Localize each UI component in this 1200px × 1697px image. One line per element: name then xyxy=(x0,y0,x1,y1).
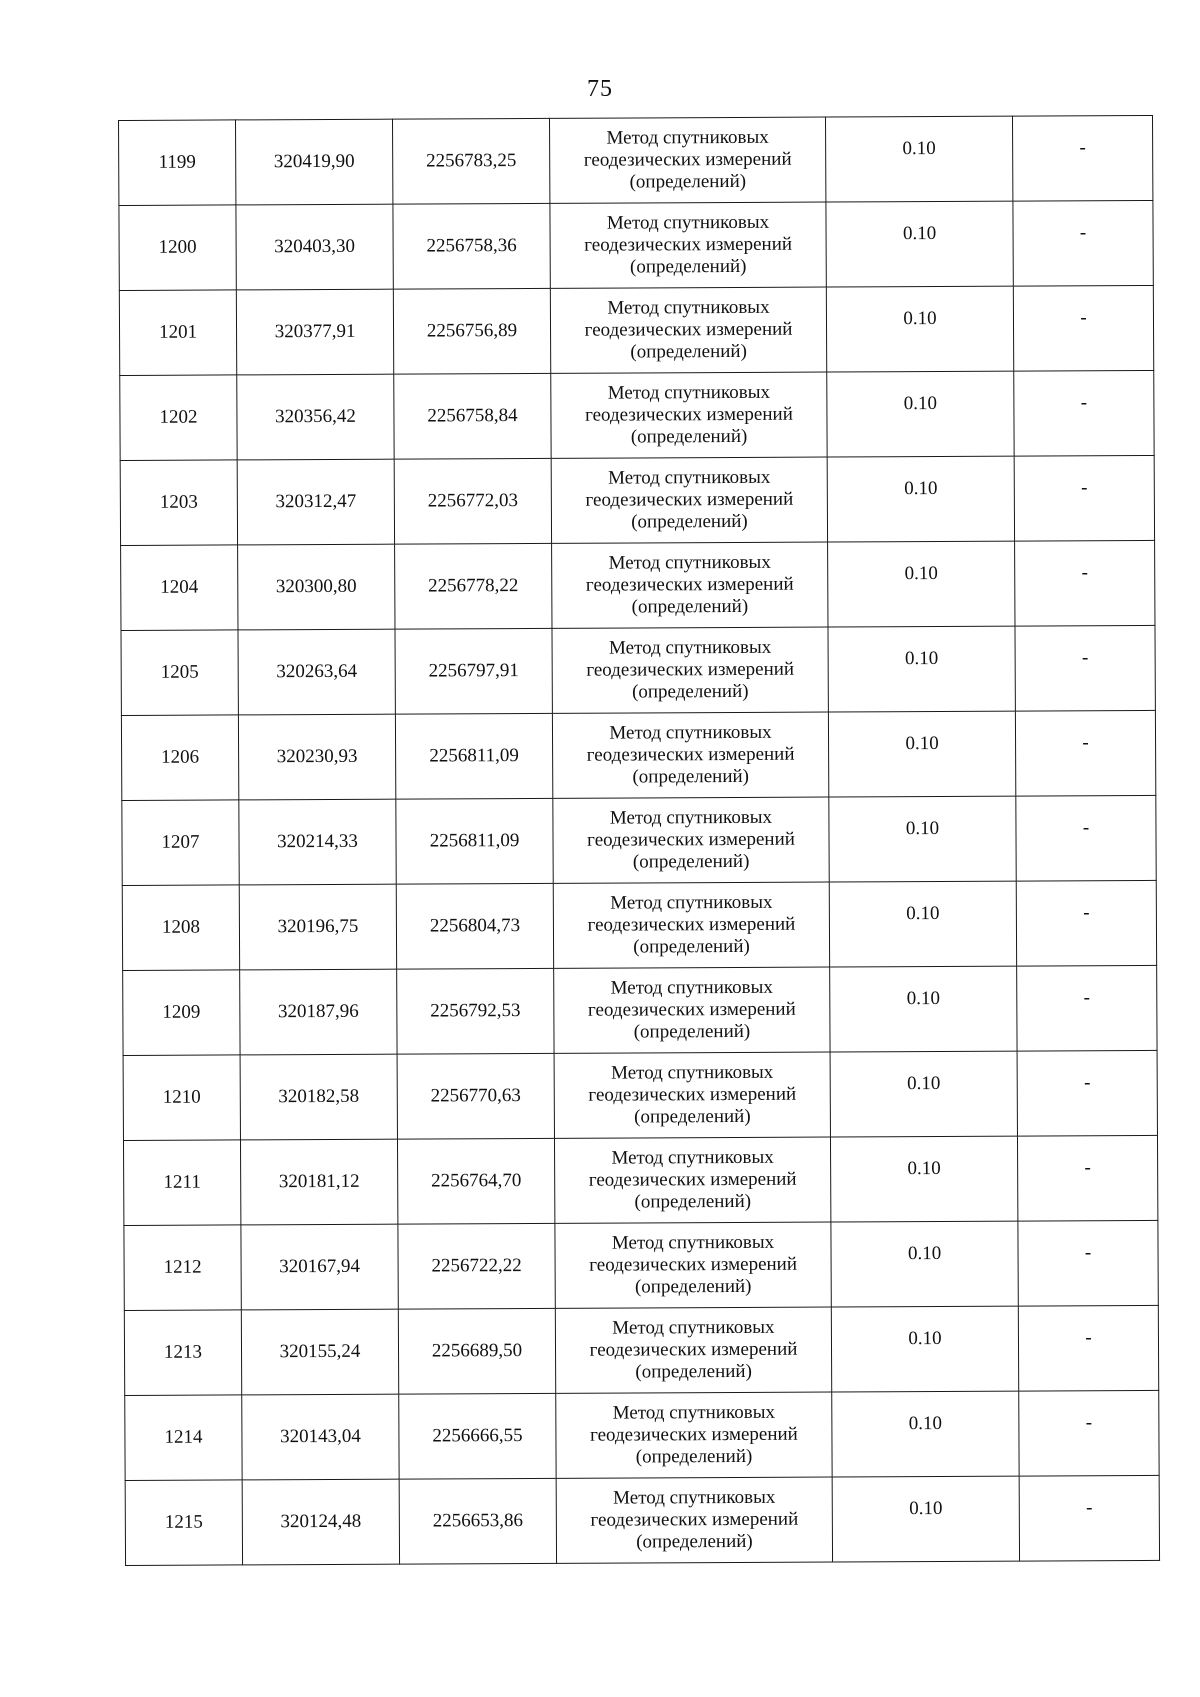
method-text-line: геодезических измерений xyxy=(589,1253,798,1276)
method-text-line: геодезических измерений xyxy=(588,1168,797,1191)
table-row xyxy=(120,455,1154,545)
x-coordinate-cell: 320377,91 xyxy=(236,289,393,375)
note-value: - xyxy=(1083,987,1091,1009)
note-value: - xyxy=(1080,307,1087,329)
point-number-cell: 1212 xyxy=(124,1225,241,1311)
accuracy-cell xyxy=(827,456,1014,542)
y-coordinate-cell: 2256783,25 xyxy=(392,118,549,204)
method-cell xyxy=(555,1222,831,1308)
x-coordinate-cell: 320155,24 xyxy=(241,1309,398,1395)
note-cell xyxy=(1014,455,1154,541)
table-row xyxy=(124,1220,1158,1310)
table-row xyxy=(125,1390,1159,1480)
note-value: - xyxy=(1080,392,1088,414)
note-cell xyxy=(1015,710,1155,796)
point-number-cell: 1213 xyxy=(124,1310,241,1396)
method-cell xyxy=(556,1392,832,1478)
table-row xyxy=(122,795,1156,885)
table-row xyxy=(123,1135,1157,1225)
method-text-line: Метод спутниковых xyxy=(607,296,770,319)
point-number-cell: 1215 xyxy=(125,1480,242,1566)
method-text-line: (определений) xyxy=(631,510,748,533)
note-value: - xyxy=(1081,562,1088,584)
method-text-line: геодезических измерений xyxy=(587,998,796,1021)
table-row xyxy=(121,540,1155,630)
note-value: - xyxy=(1084,1242,1092,1264)
table-row xyxy=(124,1305,1158,1395)
method-text-line: (определений) xyxy=(634,1275,752,1298)
x-coordinate-cell: 320356,42 xyxy=(237,374,394,460)
method-text-line: Метод спутниковых xyxy=(610,891,773,914)
x-coordinate-cell: 320214,33 xyxy=(239,799,396,885)
method-text-line: геодезических измерений xyxy=(588,1083,797,1106)
accuracy-value: 0.10 xyxy=(909,1497,943,1520)
method-text-line: (определений) xyxy=(631,680,749,703)
accuracy-cell xyxy=(825,116,1012,202)
page-number: 75 xyxy=(587,76,613,102)
method-text-line: (определений) xyxy=(636,1530,753,1553)
accuracy-cell xyxy=(831,1306,1018,1392)
method-cell xyxy=(554,1052,830,1138)
accuracy-value: 0.10 xyxy=(904,562,938,585)
method-cell xyxy=(549,117,825,203)
point-number-cell: 1201 xyxy=(119,290,236,376)
table-row xyxy=(119,115,1153,205)
note-cell xyxy=(1013,285,1153,371)
method-cell xyxy=(550,202,826,288)
accuracy-value: 0.10 xyxy=(906,987,940,1010)
accuracy-cell xyxy=(828,711,1015,797)
method-text-line: Метод спутниковых xyxy=(606,211,770,234)
method-cell xyxy=(554,1137,830,1223)
y-coordinate-cell: 2256722,22 xyxy=(398,1223,555,1309)
note-cell xyxy=(1019,1390,1159,1476)
y-coordinate-cell: 2256689,50 xyxy=(398,1308,555,1394)
note-cell xyxy=(1019,1475,1159,1561)
accuracy-value: 0.10 xyxy=(903,393,938,415)
accuracy-cell xyxy=(828,541,1015,627)
method-text-line: Метод спутниковых xyxy=(606,126,769,149)
accuracy-value: 0.10 xyxy=(902,223,937,245)
y-coordinate-cell: 2256778,22 xyxy=(395,543,552,629)
table-row xyxy=(123,1050,1157,1140)
x-coordinate-cell: 320124,48 xyxy=(242,1479,399,1565)
accuracy-value: 0.10 xyxy=(907,1072,941,1095)
point-number-cell: 1210 xyxy=(123,1055,240,1141)
method-text-line: (определений) xyxy=(633,1020,751,1043)
method-text-line: геодезических измерений xyxy=(586,743,795,766)
note-value: - xyxy=(1084,1157,1091,1179)
note-value: - xyxy=(1083,1072,1091,1094)
y-coordinate-cell: 2256758,36 xyxy=(393,203,550,289)
note-cell xyxy=(1018,1305,1158,1391)
note-value: - xyxy=(1086,1497,1093,1519)
method-cell xyxy=(550,287,826,373)
point-number-cell: 1205 xyxy=(121,630,238,716)
method-text-line: (определений) xyxy=(635,1445,753,1468)
point-number-cell: 1214 xyxy=(125,1395,242,1481)
accuracy-cell xyxy=(827,371,1014,457)
table-row xyxy=(121,625,1155,715)
note-value: - xyxy=(1082,817,1090,839)
method-text-line: геодезических измерений xyxy=(584,318,793,341)
x-coordinate-cell: 320419,90 xyxy=(236,119,393,205)
note-value: - xyxy=(1083,902,1090,924)
point-number-cell: 1200 xyxy=(119,205,236,291)
method-text-line: геодезических измерений xyxy=(583,148,792,171)
point-number-cell: 1203 xyxy=(120,460,237,546)
y-coordinate-cell: 2256804,73 xyxy=(396,883,553,969)
note-cell xyxy=(1013,200,1153,286)
method-text-line: геодезических измерений xyxy=(590,1508,799,1531)
accuracy-value: 0.10 xyxy=(904,478,938,500)
accuracy-cell xyxy=(832,1391,1019,1477)
note-cell xyxy=(1012,115,1152,201)
accuracy-value: 0.10 xyxy=(903,308,937,330)
note-cell xyxy=(1017,965,1157,1051)
method-text-line: геодезических измерений xyxy=(584,233,793,256)
x-coordinate-cell: 320230,93 xyxy=(238,714,395,800)
y-coordinate-cell: 2256792,53 xyxy=(397,968,554,1054)
method-text-line: геодезических измерений xyxy=(587,828,795,851)
method-text-line: (определений) xyxy=(632,765,750,788)
y-coordinate-cell: 2256797,91 xyxy=(395,628,552,714)
method-cell xyxy=(555,1307,831,1393)
point-number-cell: 1209 xyxy=(123,970,240,1056)
accuracy-cell xyxy=(830,966,1017,1052)
method-text-line: (определений) xyxy=(630,340,747,363)
x-coordinate-cell: 320181,12 xyxy=(240,1139,397,1225)
method-text-line: геодезических измерений xyxy=(589,1338,798,1361)
method-text-line: (определений) xyxy=(634,1190,752,1213)
method-text-line: (определений) xyxy=(635,1360,752,1383)
accuracy-value: 0.10 xyxy=(905,817,940,840)
y-coordinate-cell: 2256772,03 xyxy=(394,458,551,544)
table-row xyxy=(119,200,1153,290)
y-coordinate-cell: 2256770,63 xyxy=(397,1053,554,1139)
y-coordinate-cell: 2256653,86 xyxy=(399,1478,556,1564)
accuracy-cell xyxy=(829,881,1016,967)
table-row xyxy=(121,710,1155,800)
accuracy-value: 0.10 xyxy=(907,1242,942,1265)
method-text-line: Метод спутниковых xyxy=(609,806,773,829)
accuracy-cell xyxy=(830,1051,1017,1137)
method-cell xyxy=(553,882,829,968)
accuracy-cell xyxy=(826,286,1013,372)
x-coordinate-cell: 320143,04 xyxy=(242,1394,399,1480)
method-text-line: Метод спутниковых xyxy=(613,1486,776,1509)
accuracy-cell xyxy=(826,201,1013,287)
note-value: - xyxy=(1082,732,1089,754)
accuracy-value: 0.10 xyxy=(905,732,939,755)
method-text-line: (определений) xyxy=(633,935,750,958)
method-text-line: геодезических измерений xyxy=(585,573,794,596)
point-number-cell: 1207 xyxy=(122,800,239,886)
accuracy-value: 0.10 xyxy=(904,647,939,670)
table-row xyxy=(119,285,1153,375)
note-value: - xyxy=(1079,137,1086,159)
method-text-line: геодезических измерений xyxy=(589,1423,798,1446)
note-value: - xyxy=(1085,1412,1093,1434)
accuracy-cell xyxy=(828,626,1015,712)
method-cell xyxy=(554,967,830,1053)
method-text-line: Метод спутниковых xyxy=(609,721,772,744)
method-text-line: Метод спутниковых xyxy=(608,466,771,489)
point-number-cell: 1202 xyxy=(120,375,237,461)
table-body xyxy=(119,115,1160,1565)
method-text-line: Метод спутниковых xyxy=(611,1146,774,1169)
table-row xyxy=(120,370,1154,460)
point-number-cell: 1206 xyxy=(121,715,238,801)
point-number-cell: 1204 xyxy=(121,545,238,631)
method-cell xyxy=(552,627,828,713)
note-cell xyxy=(1015,540,1155,626)
table-row xyxy=(123,965,1157,1055)
method-text-line: (определений) xyxy=(634,1105,751,1128)
method-text-line: Метод спутниковых xyxy=(612,1401,775,1424)
x-coordinate-cell: 320300,80 xyxy=(238,544,395,630)
x-coordinate-cell: 320187,96 xyxy=(240,969,397,1055)
note-cell xyxy=(1017,1135,1157,1221)
note-cell xyxy=(1016,880,1156,966)
method-text-line: геодезических измерений xyxy=(587,913,796,936)
method-text-line: Метод спутниковых xyxy=(608,551,771,574)
x-coordinate-cell: 320167,94 xyxy=(241,1224,398,1310)
note-value: - xyxy=(1085,1327,1092,1349)
note-cell xyxy=(1018,1220,1158,1306)
x-coordinate-cell: 320196,75 xyxy=(239,884,396,970)
note-value: - xyxy=(1079,222,1087,244)
method-text-line: Метод спутниковых xyxy=(612,1316,775,1339)
method-text-line: (определений) xyxy=(630,425,748,448)
method-cell xyxy=(553,797,829,883)
y-coordinate-cell: 2256811,09 xyxy=(396,798,553,884)
method-cell xyxy=(551,372,827,458)
y-coordinate-cell: 2256811,09 xyxy=(395,713,552,799)
x-coordinate-cell: 320312,47 xyxy=(237,459,394,545)
x-coordinate-cell: 320182,58 xyxy=(240,1054,397,1140)
note-cell xyxy=(1017,1050,1157,1136)
note-value: - xyxy=(1081,647,1089,669)
method-text-line: геодезических измерений xyxy=(585,488,794,511)
point-number-cell: 1199 xyxy=(119,120,236,206)
x-coordinate-cell: 320403,30 xyxy=(236,204,393,290)
point-number-cell: 1208 xyxy=(122,885,239,971)
note-cell xyxy=(1016,795,1156,881)
accuracy-value: 0.10 xyxy=(907,1157,941,1180)
method-text-line: Метод спутниковых xyxy=(608,636,772,659)
table-row xyxy=(122,880,1156,970)
y-coordinate-cell: 2256764,70 xyxy=(397,1138,554,1224)
method-cell xyxy=(552,542,828,628)
method-text-line: (определений) xyxy=(629,255,747,278)
method-text-line: (определений) xyxy=(629,170,747,193)
accuracy-value: 0.10 xyxy=(908,1412,943,1435)
method-text-line: Метод спутниковых xyxy=(607,381,771,404)
method-cell xyxy=(556,1477,832,1563)
method-text-line: геодезических измерений xyxy=(585,403,793,426)
accuracy-cell xyxy=(830,1136,1017,1222)
accuracy-value: 0.10 xyxy=(906,902,940,925)
method-text-line: (определений) xyxy=(631,595,749,618)
method-cell xyxy=(551,457,827,543)
accuracy-value: 0.10 xyxy=(908,1327,942,1350)
table-row xyxy=(125,1475,1159,1565)
accuracy-cell xyxy=(831,1221,1018,1307)
accuracy-value: 0.10 xyxy=(902,138,936,160)
method-text-line: геодезических измерений xyxy=(586,658,795,681)
y-coordinate-cell: 2256756,89 xyxy=(393,288,550,374)
accuracy-cell xyxy=(832,1476,1019,1562)
method-text-line: Метод спутниковых xyxy=(610,976,773,999)
method-cell xyxy=(552,712,828,798)
method-text-line: Метод спутниковых xyxy=(610,1061,774,1084)
method-text-line: Метод спутниковых xyxy=(611,1231,775,1254)
coordinates-table xyxy=(118,115,1160,1566)
point-number-cell: 1211 xyxy=(123,1140,240,1226)
method-text-line: (определений) xyxy=(632,850,750,873)
note-value: - xyxy=(1081,477,1088,499)
accuracy-cell xyxy=(829,796,1016,882)
y-coordinate-cell: 2256758,84 xyxy=(394,373,551,459)
note-cell xyxy=(1014,370,1154,456)
x-coordinate-cell: 320263,64 xyxy=(238,629,395,715)
note-cell xyxy=(1015,625,1155,711)
y-coordinate-cell: 2256666,55 xyxy=(399,1393,556,1479)
